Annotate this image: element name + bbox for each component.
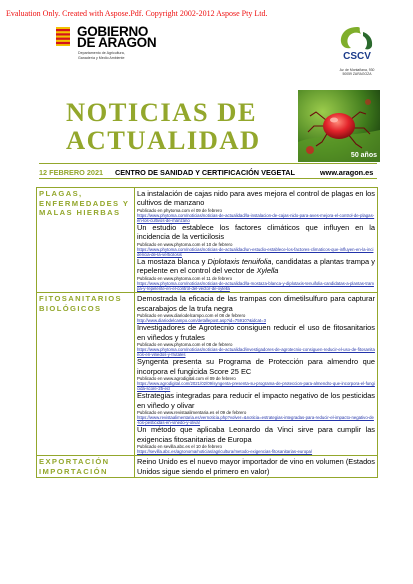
evaluation-watermark: Evaluation Only. Created with Aspose.Pdf. Copyright 2002-2012 Aspose Pty Ltd. bbox=[6, 9, 268, 18]
website-link[interactable]: www.aragon.es bbox=[320, 168, 374, 177]
items-cell bbox=[135, 293, 378, 456]
header-photo bbox=[298, 90, 380, 162]
page-title-line-1: NOTICIAS DE bbox=[66, 97, 258, 127]
cscv-name: CSCV bbox=[343, 51, 371, 61]
news-item bbox=[137, 391, 375, 425]
section-row-plagas bbox=[37, 188, 378, 293]
news-source: Publicado en phytoma.com el 09 de febrero bbox=[137, 207, 222, 213]
news-item bbox=[137, 257, 375, 291]
divider-top bbox=[39, 163, 377, 164]
news-link[interactable]: https://sevilla.abc.es/agronoma/noticias/agricultura/metodo-exigencias-fitosanitarias-europa/ bbox=[137, 449, 313, 455]
category-cell: FITOSANITARIOS BIOLÓGICOS bbox=[37, 293, 135, 456]
gov-title-line-2: DE ARAGON bbox=[77, 35, 157, 50]
items-cell bbox=[135, 188, 378, 293]
news-title-italic: Xylella bbox=[256, 266, 279, 276]
items-cell bbox=[135, 456, 378, 478]
gov-department-line-2: Ganadería y Medio Ambiente bbox=[78, 55, 125, 60]
news-item bbox=[137, 189, 375, 223]
news-title: Un estudio establece los factores climáticos que influyen en la incidencia de la verticilosis bbox=[137, 223, 375, 242]
news-source: Publicado en www.phytoma.com el 08 de febrero bbox=[137, 341, 233, 347]
issue-date: 12 FEBRERO 2021 bbox=[39, 168, 104, 177]
cscv-address bbox=[330, 68, 384, 77]
news-link[interactable]: http://www.diariodelcampo.com/detallepost.asp?id=75910?&idcat=3 bbox=[137, 318, 266, 324]
news-link[interactable]: https://www.phytoma.com/noticias/noticias-de-actualidad/la-mostaza-blanca-y-diplotaxis-tenuifolia-candidatas-a-plantas-trampa-y-repelente-en-el-control-del-vector-de-xylella bbox=[137, 281, 374, 292]
news-title: Investigadores de Agrotecnio consiguen reducir el uso de fitosanitarios en viñedos y frutales bbox=[137, 323, 375, 342]
anniversary-logo: 50 años bbox=[350, 152, 377, 159]
news-title bbox=[137, 257, 375, 276]
category-cell: EXPORTACIÓN IMPORTACIÓN bbox=[37, 456, 135, 478]
news-item bbox=[137, 357, 375, 391]
news-title: Reino Unido es el nuevo mayor importador de vino en volumen (Estados Unidos sigue siendo el primero en valor) bbox=[137, 457, 375, 476]
news-link[interactable]: https://www.phytoma.com/noticias/noticias-de-actualidad/la-instalacion-de-cajas-nido-para-aves-mejora-el-control-de-plagas-en-los-cultivos-de-manzano bbox=[137, 212, 375, 223]
cscv-address-line-2: 50059 ZARAGOZA bbox=[342, 72, 372, 77]
news-title: Syngenta presenta su Programa de Protección para almendro que incorpora el fungicida Score 25 EC bbox=[137, 357, 375, 376]
news-source: Publicado en sevilla.abc.es el 10 de febrero bbox=[137, 444, 222, 450]
gov-department-line-1: Departamento de Agricultura, bbox=[78, 51, 125, 55]
section-row-fitosanitarios bbox=[37, 293, 378, 456]
news-title-italic: Diplotaxis tenuifolia bbox=[207, 257, 272, 267]
news-title: Estrategias integradas para reducir el impacto negativo de los pesticidas en viñedo y olivar bbox=[137, 391, 375, 410]
news-link[interactable]: https://www.revistaalimentaria.es/vernoticia.php?volver=&noticia=estrategias-integradas-para-reducir-el-impacto-negativo-de-los-pesticidas-en-vinedo-y-olivar bbox=[137, 415, 374, 426]
page-title-line-2: ACTUALIDAD bbox=[66, 125, 261, 155]
news-link[interactable]: https://www.phytoma.com/noticias/noticias-de-actualidad/investigadores-de-agrotecnio-consiguen-reducir-el-uso-de-fitosanitarios-en-vinedos-y-frutales bbox=[137, 347, 375, 358]
section-row-exportacion bbox=[37, 456, 378, 478]
news-source: Publicado en www.phytoma.com el 11 de febrero bbox=[137, 275, 233, 281]
news-link[interactable]: https://www.agrodigital.com/2021/02/09/syngenta-presenta-su-programa-de-proteccion-para-almendro-que-incorpora-el-fungicida-score-25-ec/ bbox=[137, 381, 375, 392]
gov-department bbox=[78, 51, 125, 60]
news-title: Un método que aplicaba Leonardo da Vinci sirve para cumplir las exigencias fitosanitarias de Europa bbox=[137, 425, 375, 444]
news-title: La instalación de cajas nido para aves mejora el control de plagas en los cultivos de manzano bbox=[137, 189, 375, 208]
page-title bbox=[66, 98, 261, 154]
news-source: Publicado en www.diariodelcampo.com el 08 de febrero bbox=[137, 312, 246, 318]
news-item bbox=[137, 223, 375, 257]
news-title-part: , candidatas a plantas trampa y repelente en el control del vector de bbox=[137, 257, 375, 276]
news-table bbox=[36, 187, 378, 478]
news-source: Publicado en www.phytoma.com el 10 de febrero bbox=[137, 241, 233, 247]
center-name: CENTRO DE SANIDAD Y CERTIFICACIÓN VEGETAL bbox=[115, 168, 296, 177]
divider-bottom bbox=[39, 178, 377, 179]
gov-title-line-1: GOBIERNO bbox=[77, 24, 149, 39]
cscv-logo bbox=[330, 25, 384, 77]
cscv-emblem-icon bbox=[337, 25, 377, 61]
news-title: Demostrada la eficacia de las trampas con dimetilsulfuro para capturar escarabajos de la trufa negra bbox=[137, 294, 375, 313]
news-source: Publicado en www.agrodigital.com el 09 de febrero bbox=[137, 375, 236, 381]
category-cell: PLAGAS, ENFERMEDADES Y MALAS HIERBAS bbox=[37, 188, 135, 293]
cscv-address-line-1: Av. de Montañana, 930 bbox=[339, 68, 375, 72]
news-source: Publicado en www.revistaalimentaria.es el 09 de febrero bbox=[137, 409, 247, 415]
news-title-part: La mostaza blanca y bbox=[137, 257, 208, 267]
news-link[interactable]: https://www.phytoma.com/noticias/noticias-de-actualidad/un-estudio-establece-los-factores-climaticos-que-influyen-en-la-incidencia-de-la-verticilosis bbox=[137, 246, 374, 258]
news-item bbox=[137, 294, 375, 323]
aragon-flag-icon bbox=[56, 27, 70, 46]
news-item bbox=[137, 323, 375, 357]
gov-title bbox=[77, 26, 156, 48]
news-item bbox=[137, 425, 375, 454]
news-item bbox=[137, 457, 375, 476]
